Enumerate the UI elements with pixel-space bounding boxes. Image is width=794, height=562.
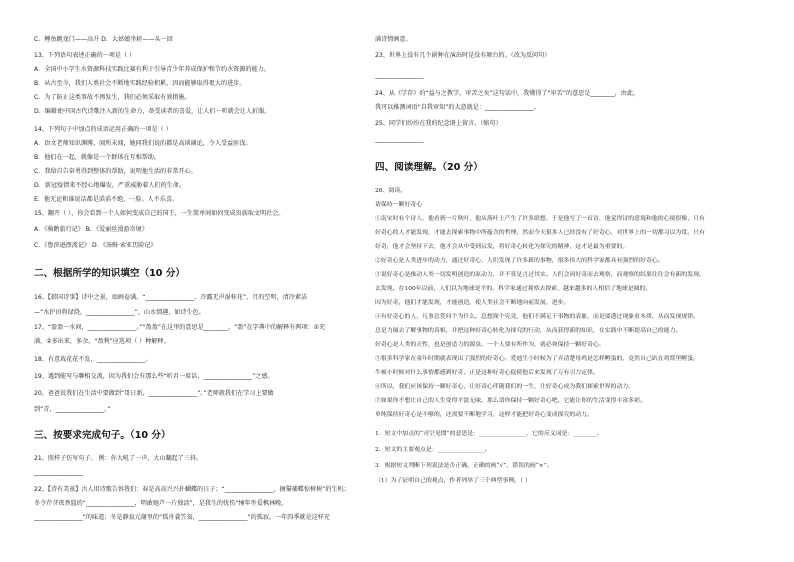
text-line: 满诗情画意。 [375, 36, 412, 43]
text-line: ⑦如果你不想让自己的人生变得平淡无味，那么请你保持一颗好奇心吧，它能让你的生活变得丰富多彩。 [375, 398, 646, 404]
text-line: 因为好奇，他们才能发现，才能创造，使人类社会不断地向前发展，进步。 [375, 300, 570, 306]
text-line: E．他无论和谁说话都是滔滔不绝，一脸。人不乐喜。 [34, 196, 179, 203]
text-line: 21、照样子仿写句子。 例：你大吼了一声，大山翻起了三抖。 [34, 455, 203, 462]
text-line: C．《鲁滨逊漂流记》 D．《汤姆·索亚历险记》 [34, 242, 157, 249]
text-line: 我可以推测词语“自我审知”的大意就是：________________。 [375, 104, 540, 111]
text-line: D．新冠疫情来不经心地爆发，严重威胁着人们的生命。 [34, 182, 185, 189]
text-line: （1）为了证明自己的观点，作者列举了三个典型事例。（ ） [375, 478, 531, 484]
text-line: 24、从《学存》的“益与之教学，审苦之矣”这句话中，我懂得了“审苦”的意思是________，由此， [375, 90, 640, 97]
text-line: 去发现，在100年以前，人们以为地球是平的。科学家通过观察去探索，越来越多的人相信了地球是圆的。 [375, 286, 652, 292]
text-line: ④有好奇心的人，凡事总爱问个为什么，总想探个究竟，他们不满足于事物的表象，而是要透过现象看本质，从而发现规律。 [375, 314, 699, 320]
text-line: 26、阅读。 [375, 188, 407, 194]
section-2-title: 二、根据所学的知识填空（10 分） [34, 268, 186, 279]
text-line: 请保持一颗好奇心 [375, 202, 423, 208]
text-line: —“水护田将绿绕，________________”，山水情趣，如诗生色。 [34, 309, 205, 316]
text-line: 单纯保持好奇心是不够的，还需要不断地学习，这样才能把好奇心变成探究的动力。 [375, 412, 593, 418]
text-line: 好奇心是人类的天性，也是创造力的源泉。一个人要有所作为，就必须保持一颗好奇心。 [375, 342, 605, 348]
text-line: B．他们在一起，就像是一个群体在互相帮助。 [34, 154, 161, 161]
text-line: A．语文老师知识渊博，闻所未闻，她同我们说的都是高谈阔论，令人受益匪浅。 [34, 140, 252, 147]
text-line: ②好奇心是人类进步的动力，通过好奇心，人们发现了许多新的事物，很多伟大的科学家都具有强烈的好奇心。 [375, 258, 664, 264]
section-4-title: 四、阅读理解。（20 分） [375, 162, 483, 173]
text-line: 好奇心的人才能发现，才能去探索事物中所蕴含的哲理，然而今天很多人已经没有了好奇心，对世界上的一切都习以为常。只有 [375, 230, 705, 236]
text-line: C．为了防止这类事故不再发生，我们必须采取有效措施。 [34, 94, 191, 101]
text-line: B．从古至今，我们人类社会不断地实践经验积累，因而能够取得更大的进步。 [34, 80, 246, 87]
text-line: 总是力图去了解事物的真相，并把这种好奇心转化为探究的行动，从而获得新的知识，在实践中不断提高自己的能力。 [375, 328, 682, 334]
text-line: 16、【韩国诗事】诗中之景，如画卷满。“________________，冷露无声湿桂花”，月的空明，清冷素洁 [34, 294, 308, 301]
text-line: ①南宋时有个诗人，他看到一片秋叶，他从落叶上产生了许多联想，于是他写了一首诗，他觉得诗的意境和他的心境很像，只有 [375, 216, 705, 222]
text-line: ________________ [375, 136, 424, 143]
text-line: 15、翻开（ ），你会看到一个人如何变成自己的国王，一生简单间如何变成贵族取文明社会。 [34, 210, 285, 217]
text-line: ③说好奇心是推动人类一切发明创造的原动力，并不算是言过其实。人们会因好奇而去观察，而观察的结果往往会有新的发现。 [375, 272, 705, 278]
text-line: 25、同学们纷纷在我的纪念册上留言。（缩句） [375, 120, 502, 127]
text-line: ⑥所以，我们应该保持一颗好奇心，让好奇心伴随我们的一生，让好奇心成为我们探索世界的动力。 [375, 384, 635, 390]
text-line: 牛顿小时候对什么事情都感到好奇，正是这种好奇心促使他后来发现了万有引力定律。 [375, 370, 599, 376]
section-3-title: 三、按要求完成句子。（10 分） [34, 430, 171, 441]
text-line: 23、世界上没有几个剧种在演出时是没有舞台的。（改为反问句） [375, 52, 551, 59]
text-line: C．我给自告奋勇得到整体的帮助，说明他生活的非常开心。 [34, 168, 197, 175]
text-line: C．鲤鱼跳龙门——高升 D．大姑娘坐轿——头一回 [34, 36, 173, 43]
text-line: ⑤很多科学家在童年时期就表现出了强烈的好奇心。爱迪生小时候为了弄清楚母鸡是怎样孵蛋的，竟然自己趴在鸡窝里孵蛋。 [375, 356, 699, 362]
text-line: 17、“盈盈一水间，________________。”“盈盈”在这里的意思是________。“盈”在字典中的解释有两项：①充 [34, 324, 326, 331]
text-line: ________________ [34, 469, 83, 476]
text-line: 好奇，他才会坚持下去，他才会从中受到启发，将好奇心转化为探究的精神，这才是最为重要的。 [375, 244, 629, 250]
text-line: 1．短文中加点的“司空见惯”的意思是：________________，它的反义词是：________。 [375, 431, 603, 437]
text-line: D．编辑使中国古代诗歌注入新的生命力，备受读者的喜爱，让人们一听就会让人折服。 [34, 108, 271, 115]
text-line: ________________”的味道；冬是静寂元谢里的“孤舟蓑笠翁，________________”的孤寂。一年四季就是这样充 [34, 514, 330, 521]
text-line: 2．短文的主要观点是：________________。 [375, 447, 491, 453]
text-line: 20、爸爸说我们在生活中要做到“哥日新，________________”。”老师就我们在学习上要做 [34, 390, 274, 397]
text-line: 到“青，________________。” [34, 406, 111, 413]
text-line: 满，②多出来，多余。“盈利”应选项（ ）种解释。 [34, 338, 170, 345]
text-line: 冬令芹芽夜香篮的“________________，明敢她芦一片独活”，是我生的忧伤“憧年坐爱枫林晚， [34, 500, 288, 507]
text-line: A．全国中小学生水资源科技实践比赛有利于引导青少年养成保护和节约水资源的能力。 [34, 66, 270, 73]
text-line: 14、下列句子中加点的成语运用正确的一项是（ ） [34, 126, 172, 133]
text-line: ________________ [375, 72, 424, 79]
text-line: 22、【诗有美景】古人用诗歌告诉我们：春是高高兴兴扑蝴蝶的日子；“________________，摘猫捕蝶惊树树”的生机； [34, 486, 350, 493]
text-line: 19、遇到能写与聊相交流，因为我们会有那么些“听君一席话，________________”之感。 [34, 373, 274, 380]
text-line: 18、有意栽花花不发，________________。 [34, 356, 152, 363]
text-line: 13、下列语句表述正确的一项是（ ） [34, 52, 136, 59]
text-line: A．《骑鹅旅行记》 B．《爱丽丝漫游奇境》 [34, 226, 148, 233]
text-line: 3．根据短文判断下列说法是否正确，正确的画“√”，错误的画“×”。 [375, 463, 553, 469]
